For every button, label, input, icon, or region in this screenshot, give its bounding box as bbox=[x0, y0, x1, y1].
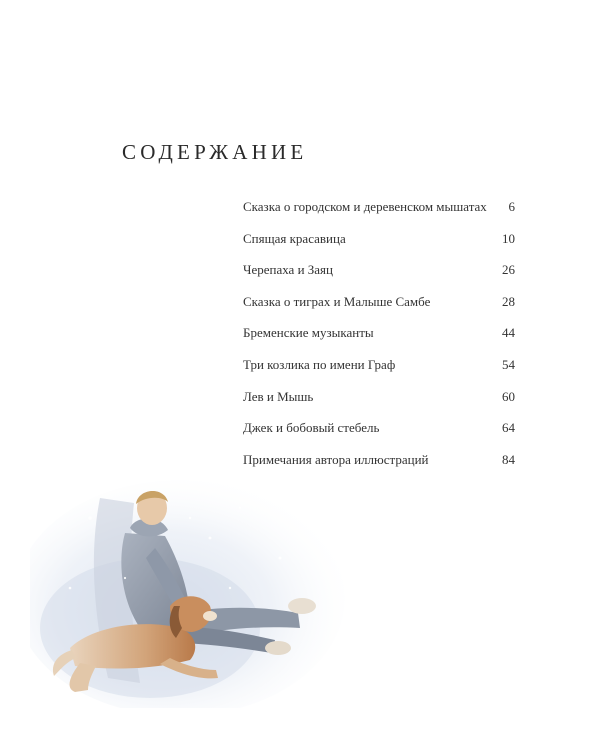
toc-entry[interactable] bbox=[243, 199, 515, 231]
boy-boot bbox=[288, 598, 316, 614]
toc-entry[interactable] bbox=[243, 389, 515, 421]
toc-entry-title: Джек и бобовый стебель bbox=[243, 420, 380, 436]
table-of-contents bbox=[243, 199, 515, 483]
toc-entry-title: Сказка о тиграх и Малыше Самбе bbox=[243, 293, 431, 309]
toc-entry[interactable] bbox=[243, 357, 515, 389]
boy-sitting-with-dog-icon bbox=[30, 478, 360, 708]
toc-entry[interactable] bbox=[243, 262, 515, 294]
toc-entry-page: 10 bbox=[502, 230, 515, 246]
toc-entry-title: Бременские музыканты bbox=[243, 325, 374, 341]
toc-entry-title: Лев и Мышь bbox=[243, 388, 314, 404]
toc-entry-page: 84 bbox=[502, 451, 515, 467]
toc-entry-page: 26 bbox=[502, 262, 515, 278]
toc-entry-title: Спящая красавица bbox=[243, 230, 346, 246]
toc-entry[interactable] bbox=[243, 325, 515, 357]
toc-entry-title: Примечания автора иллюстраций bbox=[243, 451, 429, 467]
toc-entry-page: 60 bbox=[502, 388, 515, 404]
boy-boot bbox=[265, 641, 291, 655]
toc-entry-title: Сказка о городском и деревенском мышатах bbox=[243, 199, 487, 214]
toc-entry-page: 44 bbox=[502, 325, 515, 341]
toc-entry-title: Черепаха и Заяц bbox=[243, 262, 333, 278]
toc-entry-page: 64 bbox=[502, 420, 515, 436]
toc-entry-page: 28 bbox=[502, 293, 515, 309]
toc-entry-page: 54 bbox=[502, 356, 515, 372]
page-title: СОДЕРЖАНИЕ bbox=[122, 140, 308, 164]
toc-entry-title: Три козлика по имени Граф bbox=[243, 356, 396, 372]
toc-entry[interactable] bbox=[243, 231, 515, 263]
toc-entry[interactable] bbox=[243, 294, 515, 326]
toc-entry-page: 6 bbox=[508, 199, 515, 214]
toc-entry[interactable] bbox=[243, 420, 515, 452]
dog-muzzle bbox=[203, 611, 217, 621]
